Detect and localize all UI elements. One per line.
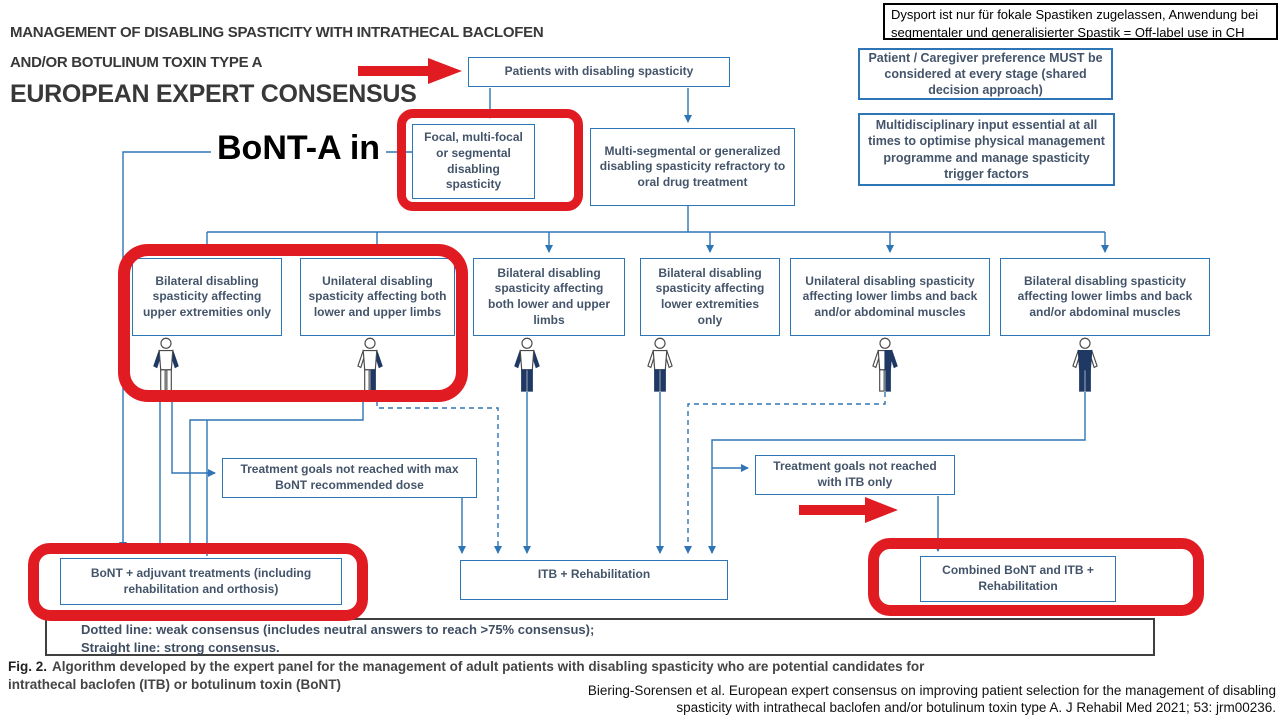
legend-line1: Dotted line: weak consensus (includes neutral answers to reach >75% consensus);: [81, 622, 595, 637]
red-arrow-combined: [797, 495, 903, 525]
slide-title-line1: MANAGEMENT OF DISABLING SPASTICITY WITH INTRATHECAL BACLOFEN: [10, 24, 544, 41]
person-icon-bilateral-lower-limbs: [643, 337, 677, 393]
consensus-legend: [45, 618, 1155, 656]
person-icon-bilateral-upper-and-lower-limbs: [510, 337, 544, 393]
box-group-bilateral-upper: Bilateral disabling spasticity affecting upper extremities only: [132, 258, 282, 336]
person-icon-unilateral-lower-limbs-and-trunk: [868, 337, 902, 393]
box-goals-not-reached-itb: Treatment goals not reached with ITB only: [755, 455, 955, 495]
figure-caption-line1: [8, 659, 1226, 674]
box-multisegmental-spasticity: Multi-segmental or generalized disabling spasticity refractory to oral drug treatment: [590, 128, 795, 206]
person-icon-unilateral-upper-and-lower-limbs: [353, 337, 387, 393]
bont-a-overlay-label: BoNT-A in: [211, 129, 386, 168]
citation: [470, 683, 1276, 717]
citation-line1: Biering-Sorensen et al. European expert consensus on improving patient selection for the management of disabling: [587, 683, 1276, 698]
box-itb-rehabilitation: ITB + Rehabilitation: [460, 560, 728, 600]
person-icon-bilateral-lower-limbs-and-trunk: [1068, 337, 1102, 393]
figure-caption-text2: intrathecal baclofen (ITB) or botulinum toxin (BoNT): [8, 677, 341, 692]
box-bont-adjuvant-treatment: BoNT + adjuvant treatments (including rehabilitation and orthosis): [60, 558, 342, 605]
red-arrow-patients: [356, 56, 466, 86]
figure-caption-text1: Algorithm developed by the expert panel for the management of adult patients with disabling spasticity who are potential candidates for: [52, 659, 925, 674]
box-group-bilateral-upper-lower: Bilateral disabling spasticity affecting both lower and upper limbs: [473, 258, 625, 336]
box-combined-bont-itb: Combined BoNT and ITB + Rehabilitation: [920, 556, 1116, 602]
box-group-bilateral-lower-trunk: Bilateral disabling spasticity affecting lower limbs and back and/or abdominal muscles: [1000, 258, 1210, 336]
slide-title-line2: AND/OR BOTULINUM TOXIN TYPE A: [10, 54, 263, 71]
figure-number: Fig. 2.: [8, 659, 48, 674]
box-group-bilateral-lower: Bilateral disabling spasticity affecting lower extremities only: [640, 258, 780, 336]
box-group-unilateral-upper-lower: Unilateral disabling spasticity affecting both lower and upper limbs: [300, 258, 455, 336]
box-goals-not-reached-bont: Treatment goals not reached with max BoNT recommended dose: [222, 458, 477, 498]
box-focal-spasticity: Focal, multi-focal or segmental disabling spasticity: [412, 124, 535, 199]
dysport-offlabel-note: Dysport ist nur für fokale Spastiken zugelassen, Anwendung bei segmentaler und generalisierter Spastik = Off-label use in CH: [883, 3, 1278, 40]
slide-title-line3: EUROPEAN EXPERT CONSENSUS: [10, 80, 417, 108]
box-patients: Patients with disabling spasticity: [468, 57, 730, 87]
multidisciplinary-note: Multidisciplinary input essential at all times to optimise physical management programme and manage spasticity trigger factors: [858, 113, 1115, 186]
box-group-unilateral-lower-trunk: Unilateral disabling spasticity affecting lower limbs and back and/or abdominal muscles: [790, 258, 990, 336]
person-icon-bilateral-upper-limbs: [149, 337, 183, 393]
citation-line2: spasticity with intrathecal baclofen and/or botulinum toxin type A. J Rehabil Med 2021; 53: jrm00236.: [676, 699, 1276, 715]
legend-line2: Straight line: strong consensus.: [81, 639, 280, 655]
patient-preference-note: Patient / Caregiver preference MUST be considered at every stage (shared decision approach): [858, 48, 1113, 100]
